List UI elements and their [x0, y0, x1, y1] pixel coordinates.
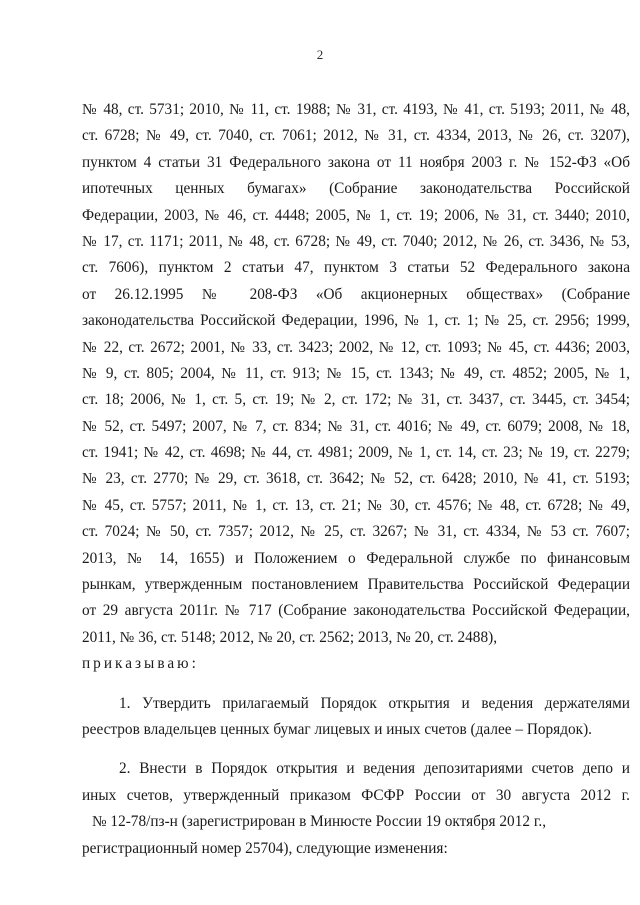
text-line: 2011, № 36, ст. 5148; 2012, № 20, ст. 2562; 2013, № 20, ст. 2488),: [82, 628, 498, 646]
text-line: от 26.12.1995 № 208-ФЗ «Об акционерных обществах» (Собрание: [82, 285, 630, 303]
text-line: ст. 18; 2006, № 1, ст. 5, ст. 19; № 2, ст. 172; № 31, ст. 3437, ст. 3445, ст. 3454;: [82, 391, 630, 409]
document-body: [82, 97, 630, 862]
text-line: 1. Утвердить прилагаемый Порядок открытия и ведения держателями: [119, 694, 630, 712]
text-line: № 17, ст. 1171; 2011, № 48, ст. 6728; № 49, ст. 7040; 2012, № 26, ст. 3436, № 53,: [82, 232, 630, 250]
text-line: № 12-78/пз-н (зарегистрирован в Минюсте России 19 октября 2012 г.,: [92, 813, 547, 831]
text-line: ст. 7024; № 50, ст. 7357; 2012, № 25, ст. 3267; № 31, ст. 4334, № 53 ст. 7607;: [82, 523, 630, 541]
text-line: приказываю:: [82, 655, 199, 673]
text-line: ст. 6728; № 49, ст. 7040, ст. 7061; 2012, № 31, ст. 4334, 2013, № 26, ст. 3207),: [82, 127, 630, 145]
text-line: ипотечных ценных бумагах» (Собрание законодательства Российской: [82, 180, 630, 198]
text-line: законодательства Российской Федерации, 1996, № 1, ст. 1; № 25, ст. 2956; 1999,: [82, 312, 630, 330]
text-line: ст. 1941; № 42, ст. 4698; № 44, ст. 4981; 2009, № 1, ст. 14, ст. 23; № 19, ст. 2279;: [82, 444, 630, 462]
text-line: Федерации, 2003, № 46, ст. 4448; 2005, № 1, ст. 19; 2006, № 31, ст. 3440; 2010,: [82, 206, 630, 224]
text-line: реестров владельцев ценных бумаг лицевых и иных счетов (далее – Порядок).: [82, 720, 592, 738]
text-line: ст. 7606), пунктом 2 статьи 47, пунктом 3 статьи 52 Федерального закона: [82, 259, 630, 277]
text-line: регистрационный номер 25704), следующие изменения:: [82, 839, 448, 857]
page-number: 2: [316, 47, 324, 62]
text-line: от 29 августа 2011г. № 717 (Собрание законодательства Российской Федерации,: [82, 602, 630, 620]
text-line: № 45, ст. 5757; 2011, № 1, ст. 13, ст. 21; № 30, ст. 4576; № 48, ст. 6728; № 49,: [82, 496, 630, 514]
text-line: 2013, № 14, 1655) и Положением о Федеральной службе по финансовым: [82, 549, 630, 567]
text-line: 2. Внести в Порядок открытия и ведения депозитариями счетов депо и: [119, 760, 630, 778]
text-line: иных счетов, утвержденный приказом ФСФР России от 30 августа 2012 г.: [82, 786, 630, 804]
text-line: № 52, ст. 5497; 2007, № 7, ст. 834; № 31, ст. 4016; № 49, ст. 6079; 2008, № 18,: [82, 417, 630, 435]
text-line: рынкам, утвержденным постановлением Правительства Российской Федерации: [82, 576, 630, 594]
text-line: № 22, ст. 2672; 2001, № 33, ст. 3423; 2002, № 12, ст. 1093; № 45, ст. 4436; 2003,: [82, 338, 630, 356]
text-line: пунктом 4 статьи 31 Федерального закона от 11 ноября 2003 г. № 152-ФЗ «Об: [82, 153, 630, 171]
text-line: № 48, ст. 5731; 2010, № 11, ст. 1988; № 31, ст. 4193, № 41, ст. 5193; 2011, № 48,: [82, 101, 630, 118]
text-line: № 9, ст. 805; 2004, № 11, ст. 913; № 15, ст. 1343; № 49, ст. 4852; 2005, № 1,: [82, 364, 630, 382]
text-line: № 23, ст. 2770; № 29, ст. 3618, ст. 3642; № 52, ст. 6428; 2010, № 41, ст. 5193;: [82, 470, 630, 488]
